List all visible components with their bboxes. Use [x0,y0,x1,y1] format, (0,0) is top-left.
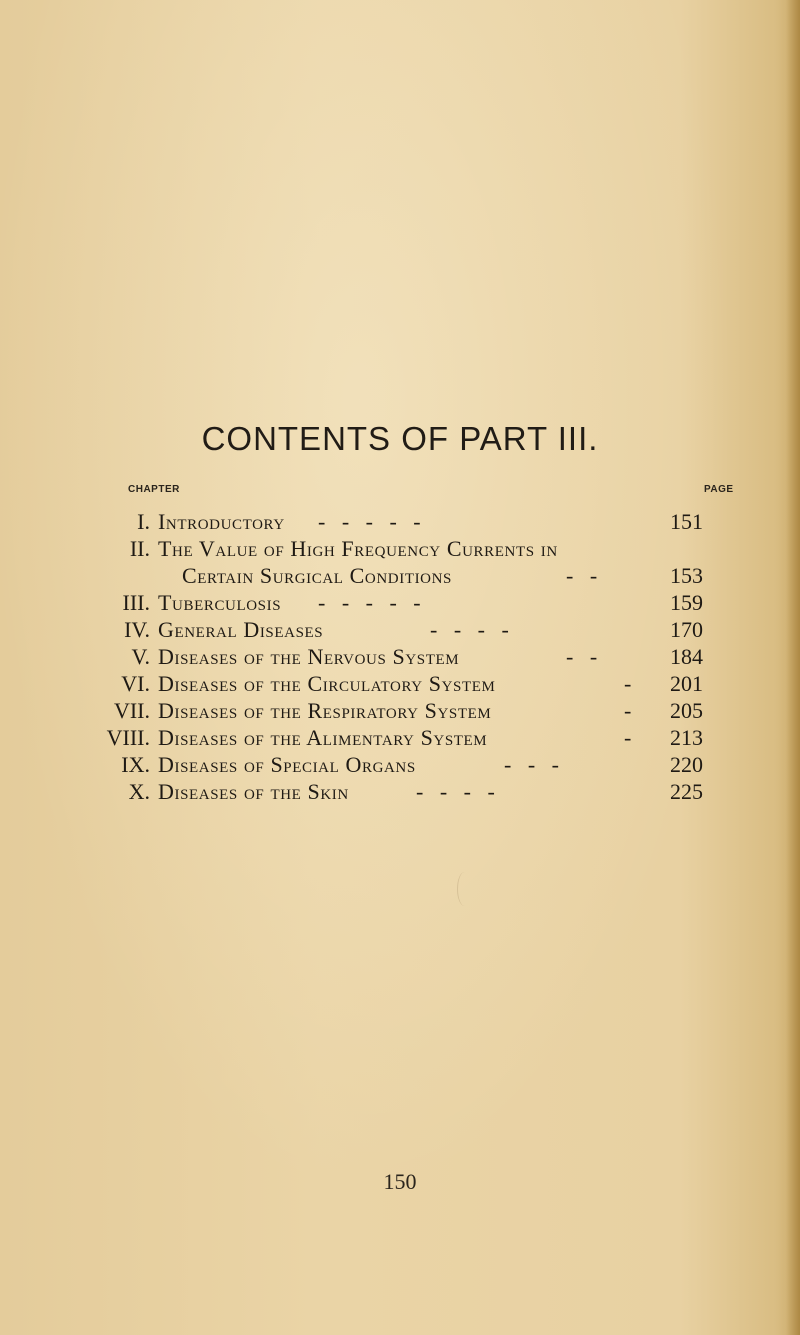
toc-entry [0,697,800,724]
leader-dashes: - - - - [430,617,509,642]
toc-entry [0,616,800,643]
leader-dashes: - - - - [416,779,495,804]
chapter-title: Introductory [158,509,285,534]
chapter-title: General Diseases [158,617,324,642]
chapter-number: X. [128,779,150,804]
toc-entry-continuation [0,562,800,589]
toc-entry [0,670,800,697]
leader-dashes: - [624,671,632,696]
leader-dashes: - [624,725,632,750]
chapter-number: VII. [113,698,150,723]
leader-dashes: - [624,698,632,723]
chapter-number: V. [131,644,150,669]
page-number: 213 [670,725,703,750]
chapter-number: VI. [121,671,150,696]
leader-dashes: - - - - - [318,509,421,534]
toc-entry [0,643,800,670]
toc-entry [0,535,800,562]
toc-entry [0,778,800,805]
chapter-title: The Value of High Frequency Currents in [158,536,558,561]
toc-entry [0,751,800,778]
chapter-number: IV. [124,617,150,642]
chapter-number: III. [122,590,150,615]
leader-dashes: - - [566,563,598,588]
toc-entry [0,508,800,535]
page-number: 151 [670,509,703,534]
chapter-title: Diseases of the Alimentary System [158,725,488,750]
table-of-contents [0,508,800,805]
page-number: 170 [670,617,703,642]
chapter-title: Tuberculosis [158,590,282,615]
leader-dashes: - - - - - [318,590,421,615]
page-number: 153 [670,563,703,588]
chapter-title: Diseases of the Respiratory System [158,698,492,723]
page-number: 201 [670,671,703,696]
chapter-title: Diseases of the Skin [158,779,349,804]
page-number: 184 [670,644,703,669]
leader-dashes: - - [566,644,598,669]
toc-entry [0,589,800,616]
chapter-number: I. [137,509,150,534]
paper-blemish [457,872,472,906]
toc-entry [0,724,800,751]
chapter-title: Diseases of the Circulatory System [158,671,496,696]
folio-page-number: 150 [383,1169,417,1194]
chapter-number: II. [129,536,150,561]
chapter-title-continued: Certain Surgical Conditions [182,563,452,588]
chapter-number: IX. [121,752,150,777]
contents-heading: CONTENTS OF PART III. [201,420,599,457]
page-number: 220 [670,752,703,777]
chapter-column-label: CHAPTER [128,484,180,495]
page-column-label: PAGE [704,484,734,495]
chapter-title: Diseases of Special Organs [158,752,416,777]
chapter-title: Diseases of the Nervous System [158,644,460,669]
page-number: 159 [670,590,703,615]
chapter-number: VIII. [106,725,150,750]
leader-dashes: - - - [504,752,559,777]
page-number: 205 [670,698,703,723]
page-number: 225 [670,779,703,804]
